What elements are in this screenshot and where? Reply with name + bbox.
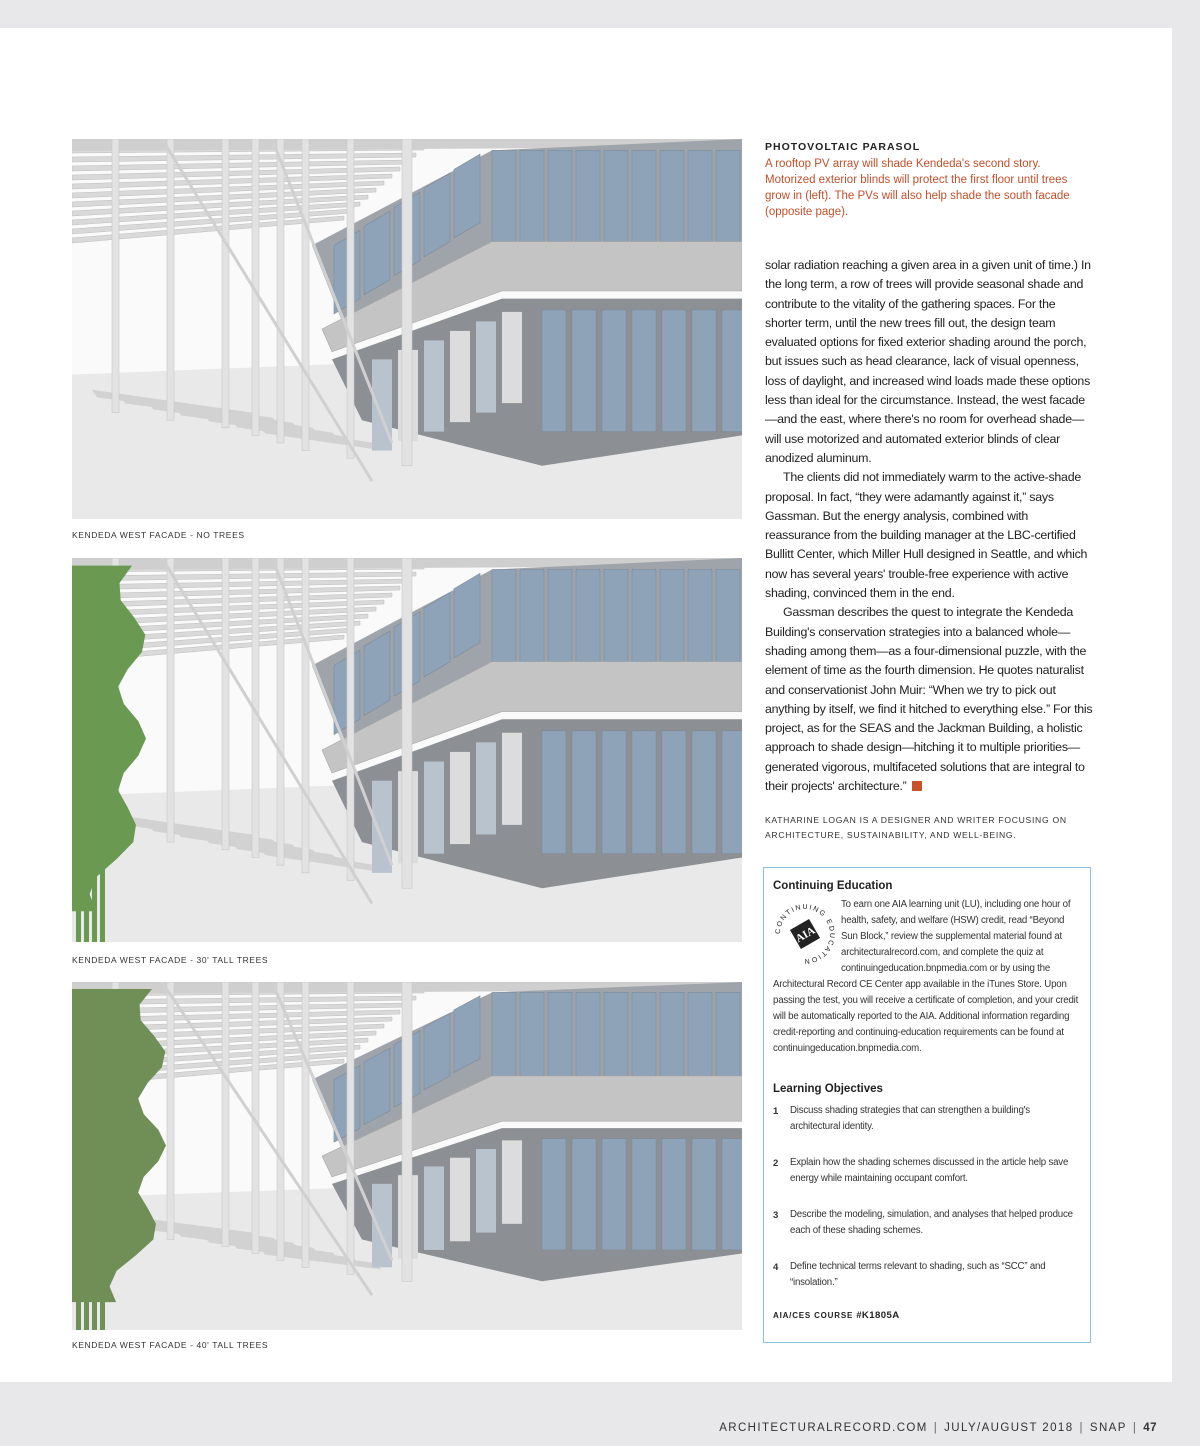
upper-window [660, 570, 684, 662]
lower-window [692, 731, 716, 854]
lower-window [602, 310, 626, 432]
ce-heading: Continuing Education [773, 880, 893, 892]
article-paragraph: solar radiation reaching a given area in a given unit of time.) In the long term, a row of trees will provide seasonal shade and contribute to the vitality of the gathering spaces. For the shorter term, until the new trees fill out, the design team evaluated options for fixed exterior shading around the porch, but issues such as head clearance, lack of visual openness, loss of daylight, and increased wind loads made these options less than ideal for the circumstance. Instead, the west facade—and the east, where there's no room for overhead shade—will use motorized and automated exterior blinds of clear anodized aluminum. [765, 258, 1091, 465]
column [302, 982, 309, 1267]
objective-text: Discuss shading strategies that can strengthen a building's architectural identity. [790, 1105, 1030, 1132]
lower-window [542, 1139, 566, 1250]
upper-window [548, 150, 572, 241]
upper-window [716, 570, 740, 662]
lower-window-side [476, 1149, 496, 1233]
lower-window [632, 1139, 656, 1250]
lower-window-side [502, 1140, 522, 1224]
article-paragraph [765, 603, 1093, 796]
end-mark-icon [912, 781, 922, 791]
column [347, 139, 354, 458]
upper-window [716, 150, 740, 241]
lower-window-side [476, 321, 496, 412]
facade-rendering-30ft-trees [72, 558, 742, 942]
page-number: 47 [1143, 1422, 1157, 1434]
upper-window [520, 570, 544, 662]
tree-trunk [100, 865, 105, 942]
figure-caption: KENDEDA WEST FACADE - NO TREES [72, 530, 245, 540]
article-paragraph: The clients did not immediately warm to the active-shade proposal. In fact, “they were adamantly against it,” says Gassman. But the energy analysis, combined with reassurance from the building manager at the LBC-certified Bullitt Center, which Miller Hull designed in Seattle, and which now has several years' trouble-free experience with active shading, convinced them in the end. [765, 470, 1088, 601]
tree-trunk [84, 865, 89, 942]
column [347, 558, 354, 881]
footer-separator: | [1132, 1422, 1138, 1434]
upper-window [576, 150, 600, 241]
tree-trunk [76, 865, 81, 942]
lower-window [572, 731, 596, 854]
objective-text: Describe the modeling, simulation, and analyses that helped produce each of these shading schemes. [790, 1209, 1073, 1236]
objective-number: 3 [773, 1210, 779, 1221]
objective-number: 4 [773, 1262, 779, 1273]
page-footer [719, 1422, 1157, 1434]
column [302, 139, 309, 451]
footer-site: ARCHITECTURALRECORD.COM [719, 1422, 928, 1434]
lower-window-side [424, 762, 444, 854]
column [277, 139, 284, 443]
column [402, 139, 412, 466]
lower-window [662, 310, 686, 432]
upper-window [520, 150, 544, 241]
upper-window [604, 150, 628, 241]
seal-text: CONTINUING EDUCATION [774, 903, 836, 965]
column [112, 139, 119, 413]
figure-caption: KENDEDA WEST FACADE - 30' TALL TREES [72, 955, 269, 965]
upper-window [688, 150, 712, 241]
facade-rendering-40ft-trees [72, 982, 742, 1330]
objective-text: Define technical terms relevant to shading, such as “SCC” and “insolation.” [790, 1261, 1046, 1288]
column [277, 982, 284, 1260]
lower-window-side [424, 340, 444, 431]
column [167, 982, 174, 1240]
lower-window-side [450, 1158, 470, 1242]
lower-window-side [476, 742, 496, 834]
lower-window [632, 310, 656, 432]
tree-trunk [92, 1260, 97, 1330]
objective-text: Explain how the shading schemes discussed in the article help save energy while maintaining occupant comfort. [790, 1157, 1069, 1184]
lower-window [602, 1139, 626, 1250]
upper-window [604, 992, 628, 1076]
upper-window [576, 570, 600, 662]
lower-window [692, 1139, 716, 1250]
lower-window [722, 1139, 742, 1250]
ce-description-text: To earn one AIA learning unit (LU), including one hour of health, safety, and welfare (HSW) credit, read “Beyond Sun Block,” review the supplemental material found at architecturalrecord.com, and complete the quiz at continuingeducation.bnpmedia.com or by using the Architectural Record CE Center app available in the iTunes Store. Upon passing the test, you will receive a certificate of completion, and your credit will be automatically reported to the AIA. Additional information regarding credit-reporting and continuing-education requirements can be found at continuingeducation.bnpmedia.com. [773, 899, 1079, 1054]
article-body [765, 256, 1093, 796]
objective-number: 1 [773, 1106, 779, 1117]
column [402, 982, 412, 1281]
course-number: #K1805A [856, 1310, 900, 1321]
lower-window [632, 731, 656, 854]
column [167, 139, 174, 420]
sidebar-caption: A rooftop PV array will shade Kendeda's second story. Motorized exterior blinds will protect the first floor until trees grow in (left). The PVs will also help shade the south facade (opposite page). [765, 158, 1070, 218]
lower-window-side [424, 1166, 444, 1250]
lower-window [572, 1139, 596, 1250]
lower-window-side [450, 752, 470, 844]
upper-window [716, 992, 740, 1076]
upper-window [492, 570, 516, 662]
tree-trunk [84, 1260, 89, 1330]
lower-window-side [450, 331, 470, 422]
upper-window [688, 570, 712, 662]
lower-window [602, 731, 626, 854]
upper-window [520, 992, 544, 1076]
course-code [773, 1310, 900, 1321]
aia-seal-icon [773, 902, 837, 966]
lower-window-side [502, 733, 522, 825]
upper-window [576, 992, 600, 1076]
upper-window [632, 992, 656, 1076]
learning-objectives-heading: Learning Objectives [773, 1083, 883, 1095]
lower-window [692, 310, 716, 432]
footer-section: SNAP [1089, 1422, 1127, 1434]
upper-window [492, 150, 516, 241]
objective-number: 2 [773, 1158, 779, 1169]
column [222, 139, 229, 428]
column [222, 982, 229, 1246]
lower-window [572, 310, 596, 432]
article-paragraph-text: Gassman describes the quest to integrate the Kendeda Building's conservation strategies into a balanced whole—shading among them—as a four-dimensional puzzle, with the element of time as the fourth dimension. He quotes naturalist and conservationist John Muir: “When we try to pick out anything by itself, we find it hitched to everything else.” For this project, as for the SEAS and the Jackman Building, a holistic approach to shade design—hitching it to multiple priorities—generated vigorous, multifaceted solutions that are integral to their projects' architecture.” [765, 605, 1093, 794]
lower-window [722, 310, 742, 432]
upper-window [548, 570, 572, 662]
lower-window [542, 310, 566, 432]
upper-window [604, 570, 628, 662]
tree-trunk [100, 1260, 105, 1330]
figure-no-trees [72, 139, 742, 519]
upper-window [492, 992, 516, 1076]
tree-trunk [92, 865, 97, 942]
course-label: AIA/CES COURSE [773, 1311, 854, 1320]
lower-window [662, 1139, 686, 1250]
column [277, 558, 284, 865]
upper-window [548, 992, 572, 1076]
footer-separator: | [1079, 1422, 1084, 1434]
lower-window [662, 731, 686, 854]
upper-window [632, 570, 656, 662]
lower-window [722, 731, 742, 854]
lower-window-side [502, 312, 522, 403]
facade-rendering-no-trees [72, 139, 742, 519]
footer-separator: | [933, 1422, 939, 1434]
figure-40ft-trees [72, 982, 742, 1330]
upper-window [688, 992, 712, 1076]
upper-window [660, 992, 684, 1076]
lower-window [542, 731, 566, 854]
sidebar-title: PHOTOVOLTAIC PARASOL [765, 141, 921, 153]
column [302, 558, 309, 873]
column [347, 982, 354, 1274]
figure-caption: KENDEDA WEST FACADE - 40' TALL TREES [72, 1340, 269, 1350]
upper-window [632, 150, 656, 241]
author-bio: KATHARINE LOGAN IS A DESIGNER AND WRITER FOCUSING ON ARCHITECTURE, SUSTAINABILITY, AND WELL-BEING. [765, 815, 1067, 840]
tree-trunk [76, 1260, 81, 1330]
column [167, 558, 174, 842]
upper-window [660, 150, 684, 241]
footer-issue: JULY/AUGUST 2018 [944, 1422, 1074, 1434]
seal-mark: AIA [793, 924, 818, 946]
column [222, 558, 229, 850]
figure-30ft-trees [72, 558, 742, 942]
continuing-education-box [763, 867, 1091, 1343]
column [402, 558, 412, 888]
